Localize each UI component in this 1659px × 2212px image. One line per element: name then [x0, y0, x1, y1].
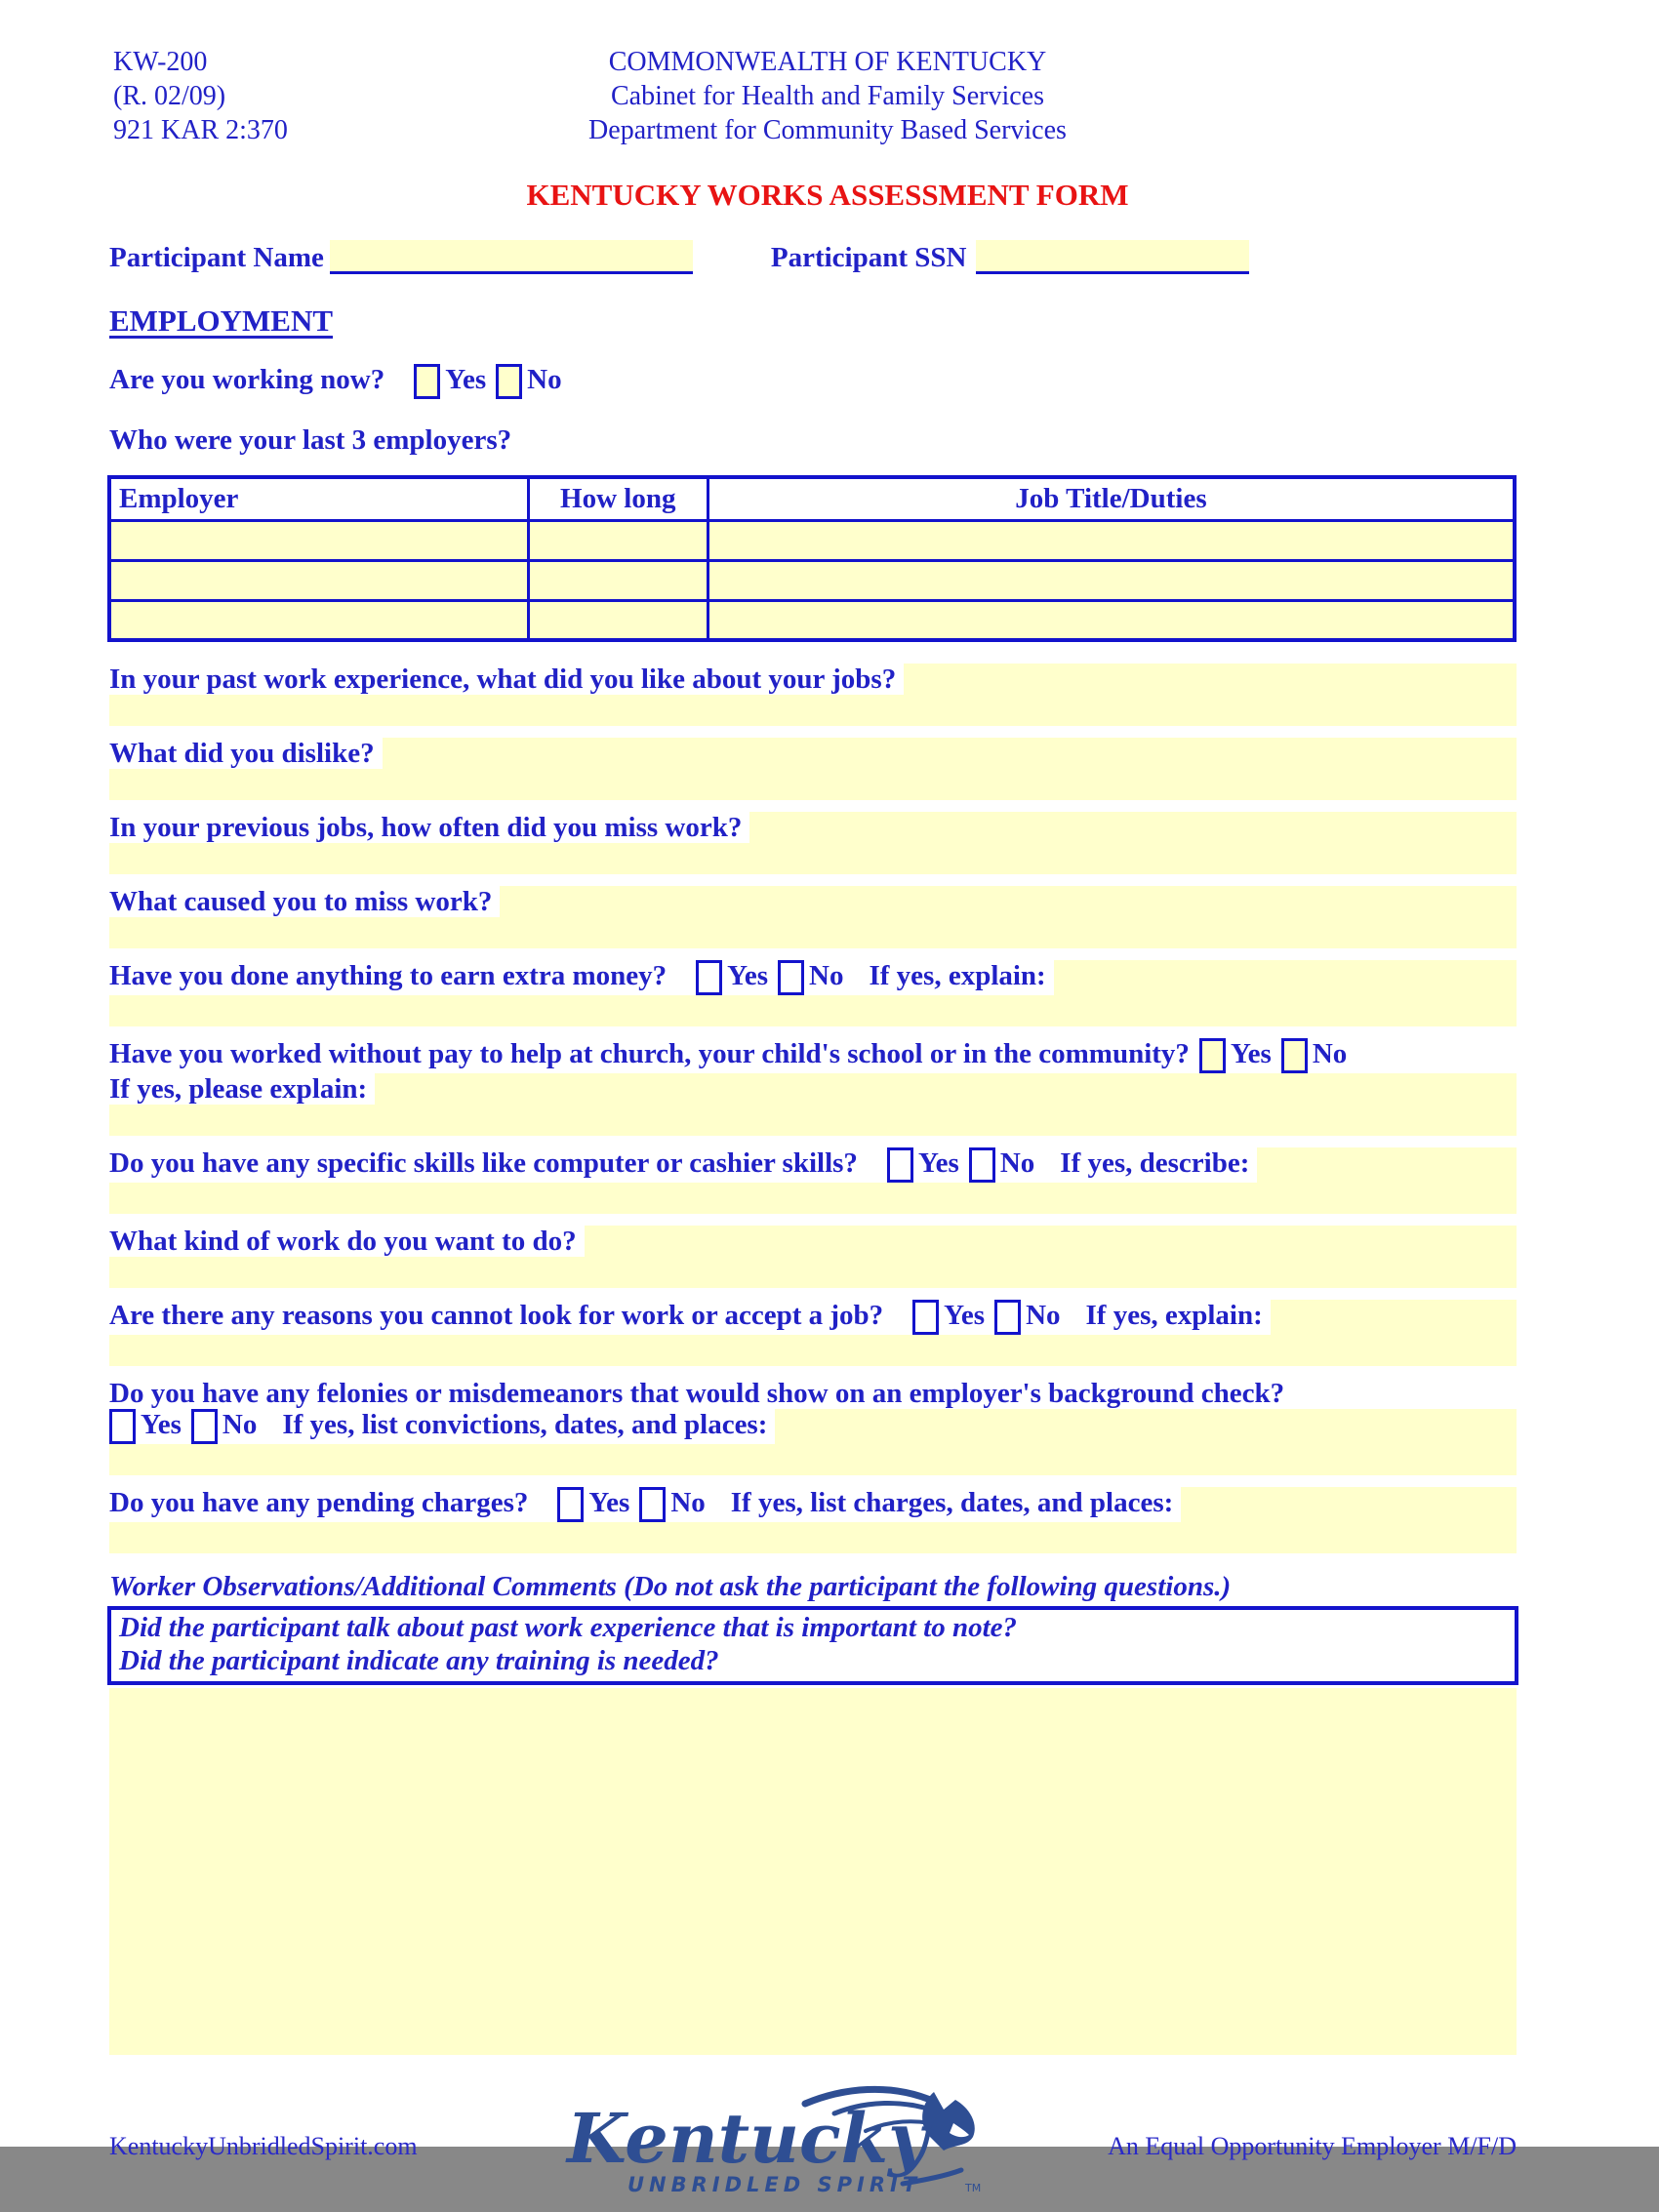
working-now-no-checkbox[interactable] [496, 364, 522, 399]
question-line [109, 1038, 1517, 1073]
question-line [109, 1378, 1517, 1409]
question-text: Do you have any specific skills like computer or cashier skills? [109, 1147, 858, 1179]
answer-input[interactable] [109, 843, 1517, 874]
how-long-cell-input[interactable] [528, 560, 708, 600]
form-regulation: 921 KAR 2:370 [113, 115, 288, 145]
table-row [109, 600, 1515, 640]
no-label: No [527, 364, 562, 395]
question-last-employers [109, 424, 1517, 456]
skills-yes-checkbox[interactable] [887, 1147, 913, 1183]
form-number: KW-200 [113, 47, 208, 77]
answer-input[interactable] [1054, 960, 1517, 995]
if-yes-label: If yes, describe: [1060, 1147, 1250, 1179]
if-yes-label: If yes, list convictions, dates, and places: [282, 1409, 768, 1440]
answer-input[interactable] [109, 995, 1517, 1026]
answer-input[interactable] [109, 1183, 1517, 1214]
participant-ssn-input[interactable] [976, 240, 1249, 274]
question-text: Are there any reasons you cannot look for work or accept a job? [109, 1300, 884, 1331]
table-row [109, 520, 1515, 560]
pending-charges-yes-checkbox[interactable] [557, 1487, 584, 1522]
employer-cell-input[interactable] [109, 560, 528, 600]
question-block-disliked [109, 738, 1517, 800]
answer-input[interactable] [749, 812, 1517, 843]
question-line [109, 886, 1517, 917]
question-block-cannot-work-reasons [109, 1300, 1517, 1366]
question-text: Do you have any pending charges? [109, 1487, 529, 1518]
observation-question-1: Did the participant talk about past work experience that is important to note? [119, 1612, 1018, 1643]
horse-head-icon [922, 2092, 975, 2151]
question-line [109, 1487, 1517, 1522]
form-id-block [113, 45, 288, 147]
question-text: In your previous jobs, how often did you miss work? [109, 812, 743, 843]
question-line [109, 1073, 1517, 1105]
answer-input[interactable] [109, 1105, 1517, 1136]
logo-wordmark-text: Kentucky [567, 2098, 928, 2179]
no-label: No [999, 1147, 1035, 1179]
question-block-miss-work-often [109, 812, 1517, 874]
agency-line-3: Department for Community Based Services [588, 115, 1067, 145]
question-line [109, 812, 1517, 843]
question-block-specific-skills [109, 1147, 1517, 1214]
job-title-cell-input[interactable] [708, 600, 1515, 640]
employment-section-heading: EMPLOYMENT [109, 303, 334, 338]
question-line [109, 738, 1517, 769]
question-block-liked-jobs [109, 664, 1517, 726]
form-title: KENTUCKY WORKS ASSESSMENT FORM [526, 178, 1129, 212]
question-line [109, 960, 1517, 995]
worker-observations-box [107, 1606, 1518, 1685]
employer-cell-input[interactable] [109, 600, 528, 640]
question-working-now-text: Are you working now? [109, 364, 385, 395]
no-label: No [1026, 1300, 1061, 1331]
question-block-pending-charges [109, 1487, 1517, 1553]
question-text: Have you worked without pay to help at church, your child's school or in the community? [109, 1038, 1190, 1069]
yes-label: Yes [1230, 1038, 1272, 1069]
volunteer-no-checkbox[interactable] [1281, 1038, 1308, 1073]
how-long-column-header: How long [528, 477, 708, 520]
agency-block [109, 45, 1517, 147]
if-yes-label: If yes, please explain: [109, 1073, 368, 1105]
yes-label: Yes [917, 1147, 959, 1179]
question-working-now [109, 364, 1517, 399]
logo-trademark: TM [965, 2182, 982, 2194]
answer-input[interactable] [775, 1409, 1517, 1444]
form-header [109, 45, 1517, 160]
answer-input[interactable] [109, 1522, 1517, 1553]
question-last-employers-text: Who were your last 3 employers? [109, 424, 512, 456]
answer-input[interactable] [1257, 1147, 1517, 1183]
answer-input[interactable] [585, 1226, 1517, 1257]
participant-row [109, 240, 1517, 274]
if-yes-label: If yes, list charges, dates, and places: [730, 1487, 1174, 1518]
kentucky-unbridled-spirit-logo [461, 2080, 1107, 2212]
kentucky-logo-graphic [559, 2080, 1008, 2205]
answer-input[interactable] [1271, 1300, 1517, 1335]
no-label: No [809, 960, 844, 991]
observation-question-2: Did the participant indicate any training is needed? [119, 1645, 719, 1676]
pending-charges-no-checkbox[interactable] [639, 1487, 666, 1522]
question-block-desired-work [109, 1226, 1517, 1288]
worker-observations-heading: Worker Observations/Additional Comments (Do not ask the participant the following questions.) [109, 1571, 1232, 1602]
answer-input[interactable] [109, 695, 1517, 726]
felonies-no-checkbox[interactable] [191, 1409, 218, 1444]
no-label: No [670, 1487, 706, 1518]
answer-input[interactable] [109, 769, 1517, 800]
volunteer-yes-checkbox[interactable] [1199, 1038, 1226, 1073]
agency-line-2: Cabinet for Health and Family Services [611, 81, 1044, 111]
answer-input[interactable] [109, 917, 1517, 948]
question-text: What did you dislike? [109, 738, 375, 769]
employer-column-header: Employer [109, 477, 528, 520]
question-text: Do you have any felonies or misdemeanors that would show on an employer's background check? [109, 1378, 1285, 1409]
if-yes-label: If yes, explain: [1085, 1300, 1263, 1331]
question-block-volunteer-work [109, 1038, 1517, 1136]
footer-website-link[interactable]: KentuckyUnbridledSpirit.com [109, 2131, 418, 2160]
no-label: No [1312, 1038, 1348, 1069]
answer-input[interactable] [1181, 1487, 1517, 1522]
comments-input[interactable] [109, 1688, 1517, 2055]
job-title-column-header: Job Title/Duties [708, 477, 1515, 520]
question-line [109, 664, 1517, 695]
employers-table-header-row [109, 477, 1515, 520]
answer-input[interactable] [109, 1335, 1517, 1366]
job-title-cell-input[interactable] [708, 560, 1515, 600]
extra-money-no-checkbox[interactable] [778, 960, 804, 995]
yes-label: Yes [445, 364, 487, 395]
participant-name-input[interactable] [330, 240, 693, 274]
question-line [109, 1300, 1517, 1335]
question-text: What caused you to miss work? [109, 886, 493, 917]
answer-input[interactable] [375, 1073, 1517, 1105]
question-block-extra-money [109, 960, 1517, 1026]
participant-ssn-label: Participant SSN [770, 242, 967, 273]
form-revision: (R. 02/09) [113, 81, 226, 111]
question-line [109, 1226, 1517, 1257]
yes-label: Yes [141, 1409, 182, 1440]
question-line [109, 1147, 1517, 1183]
job-title-cell-input[interactable] [708, 520, 1515, 560]
reasons-no-checkbox[interactable] [994, 1300, 1021, 1335]
question-text: What kind of work do you want to do? [109, 1226, 577, 1257]
extra-money-yes-checkbox[interactable] [696, 960, 722, 995]
answer-input[interactable] [904, 664, 1517, 695]
how-long-cell-input[interactable] [528, 600, 708, 640]
yes-label: Yes [588, 1487, 630, 1518]
agency-line-1: COMMONWEALTH OF KENTUCKY [608, 47, 1047, 77]
question-block-miss-work-cause [109, 886, 1517, 948]
yes-label: Yes [944, 1300, 986, 1331]
footer-eoe-text: An Equal Opportunity Employer M/F/D [1108, 2131, 1517, 2160]
participant-name-label: Participant Name [109, 242, 324, 273]
working-now-yes-checkbox[interactable] [414, 364, 440, 399]
question-text: Have you done anything to earn extra money? [109, 960, 668, 991]
skills-no-checkbox[interactable] [969, 1147, 995, 1183]
felonies-yes-checkbox[interactable] [109, 1409, 136, 1444]
how-long-cell-input[interactable] [528, 520, 708, 560]
answer-input[interactable] [383, 738, 1517, 769]
page-footer [109, 2080, 1517, 2212]
employer-cell-input[interactable] [109, 520, 528, 560]
table-row [109, 560, 1515, 600]
employers-table [107, 475, 1517, 642]
if-yes-label: If yes, explain: [869, 960, 1046, 991]
question-text: In your past work experience, what did you like about your jobs? [109, 664, 897, 695]
reasons-yes-checkbox[interactable] [912, 1300, 939, 1335]
no-label: No [222, 1409, 258, 1440]
answer-input[interactable] [109, 1444, 1517, 1475]
logo-subtext: UNBRIDLED SPIRIT [627, 2173, 922, 2196]
question-line [109, 1409, 1517, 1444]
answer-input[interactable] [109, 1257, 1517, 1288]
question-block-felonies [109, 1378, 1517, 1475]
answer-input[interactable] [500, 886, 1517, 917]
yes-label: Yes [727, 960, 769, 991]
